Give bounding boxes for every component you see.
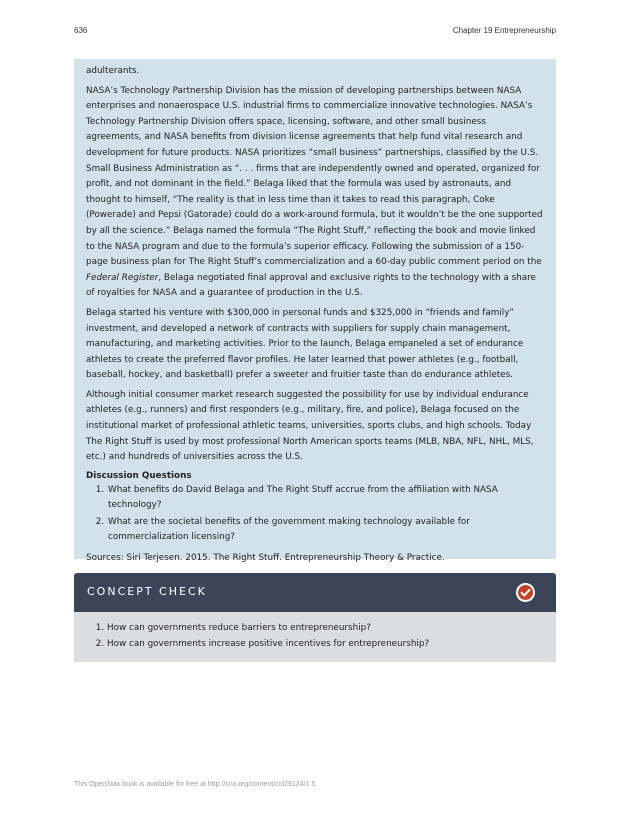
page-number: 636 [74, 26, 88, 35]
footer-note: This OpenStax book is available for free at http://cnx.org/content/col29124/1.5 [74, 781, 316, 788]
paragraph-venture-start: Belaga started his venture with $300,000 in personal funds and $325,000 in “friends and family” investment, and developed a network of contracts with suppliers for supply chain management, manufacturing, and marketing activities. Prior to the launch, Belaga empaneled a set of endurance athletes to create the preferred flavor profiles. He later learned that power athletes (e.g., football, baseball, hockey, and basketball) prefer a sweeter and fruitier taste than do endurance athletes. [86, 307, 524, 381]
federal-register-italic: Federal Register [86, 272, 159, 283]
paragraph-nasa-tail: , Belaga negotiated final approval and exclusive rights to the technology with a share of royalties for NASA and a guarantee of production in the U.S. [86, 272, 536, 299]
concept-check-item: 1. How can governments reduce barriers to entrepreneurship? [107, 621, 544, 637]
sources-line: Sources: Siri Terjesen. 2015. The Right Stuff. Entrepreneurship Theory & Practice. [86, 553, 445, 564]
discussion-question: 1. What benefits do David Belaga and The Right Stuff accrue from the affiliation with NASA technology? [107, 483, 544, 514]
concept-check-title: CONCEPT CHECK [87, 585, 207, 598]
paragraph-continuation: adulterants. [86, 66, 140, 76]
paragraph-nasa-text: NASA’s Technology Partnership Division has the mission of developing partnerships between NASA enterprises and nonaerospace U.S. industrial firms to commercialize innovative technologies. NASA’s Technology Partnership Division offers space, licensing, software, and other small business agreements, and NASA benefits from division license agreements that help fund vital research and development for future products. NASA prioritizes “small business” partnerships, classified by the U.S. Small Business Administration as “. . . firms that are independently owned and operated, organized for profit, and not dominant in the field.” Belaga liked that the formula was used by astronauts, and thought to himself, “The reality is that in less time than it takes to read this paragraph, Coke (Powerade) and Pepsi (Gatorade) could do a work-around formula, but it wouldn’t be the one supported by all the science.” Belaga named the formula “The Right Stuff,” reflecting the book and movie linked to the NASA program and due to the formula’s superior efficacy. Following the submission of a 150-page business plan for The Right Stuff’s commercialization and a 60-day public comment period on the [86, 85, 543, 268]
concept-check-header [74, 573, 556, 612]
paragraph-nasa-partnership [86, 84, 544, 302]
discussion-question: 2. What are the societal benefits of the government making technology available for commercialization licensing? [107, 515, 544, 546]
discussion-questions-title: Discussion Questions [86, 470, 192, 481]
feature-box [74, 59, 556, 564]
concept-check-list [86, 621, 544, 652]
paragraph-market-research: Although initial consumer market research suggested the possibility for use by individual endurance athletes (e.g., runners) and first responders (e.g., military, fire, and police), Belaga focused on the institutional market of professional athletic teams, universities, sports clubs, and high schools. Today The Right Stuff is used by most professional North American sports teams (MLB, NBA, NFL, NHL, MLS, etc.) and hundreds of universities across the U.S. [86, 389, 534, 463]
concept-check-item: 2. How can governments increase positive incentives for entrepreneurship? [107, 637, 544, 653]
chapter-title: Chapter 19 Entrepreneurship [452, 26, 556, 35]
discussion-questions-list [86, 483, 544, 546]
concept-check-body [74, 612, 556, 662]
checkmark-icon [516, 583, 535, 602]
